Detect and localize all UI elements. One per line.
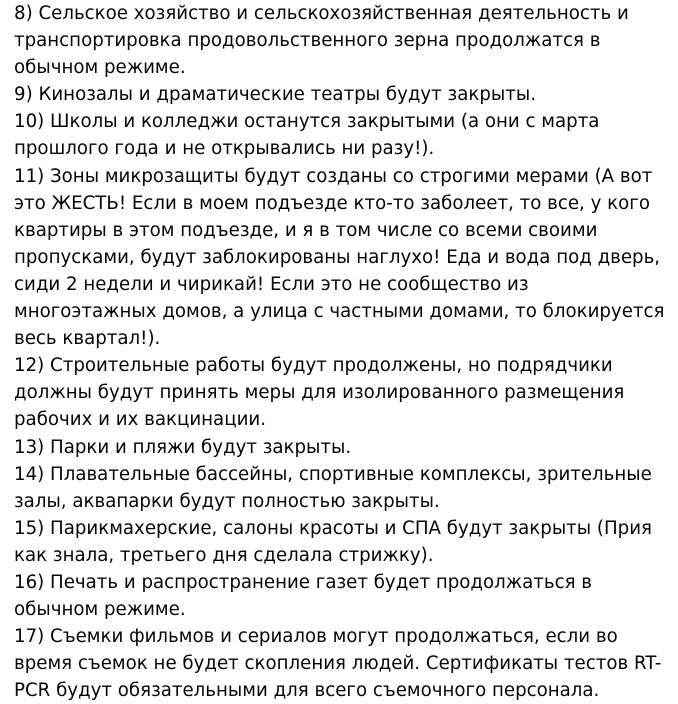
text-line: 17) Съемки фильмов и сериалов могут продолжаться, если во: [14, 626, 618, 648]
text-line: 14) Плавательные бассейны, спортивные комплексы, зрительные: [14, 463, 652, 485]
text-line: обычном режиме.: [14, 599, 186, 621]
text-line: 16) Печать и распространение газет будет продолжаться в: [14, 571, 593, 593]
text-line: весь квартал!).: [14, 328, 161, 350]
text-line: пропусками, будут заблокированы наглухо! Еда и вода под дверь,: [14, 246, 661, 268]
text-line: время съемок не будет скопления людей. Сертификаты тестов RT-: [14, 653, 662, 675]
text-line: 13) Парки и пляжи будут закрыты.: [14, 436, 352, 458]
text-line: 10) Школы и колледжи останутся закрытыми (а они с марта: [14, 111, 600, 133]
text-line: 15) Парикмахерские, салоны красоты и СПА будут закрыты (Прия: [14, 517, 652, 539]
text-line: прошлого года и не открывались ни разу!).: [14, 138, 435, 160]
text-line: PCR будут обязательными для всего съемочного персонала.: [14, 680, 600, 702]
text-line: сиди 2 недели и чирикай! Если это не сообщество из: [14, 273, 529, 295]
text-line: транспортировка продовольственного зерна продолжатся в: [14, 30, 601, 52]
text-line: это ЖЕСТЬ! Если в моем подъезде кто-то заболеет, то все, у кого: [14, 192, 650, 214]
text-line: как знала, третьего дня сделала стрижку).: [14, 544, 434, 566]
text-line: квартиры в этом подъезде, и я в том числе со всеми своими: [14, 219, 598, 241]
text-line: 11) Зоны микрозащиты будут созданы со строгими мерами (А вот: [14, 165, 653, 187]
text-line: обычном режиме.: [14, 57, 186, 79]
text-line: многоэтажных домов, а улица с частными домами, то блокируется: [14, 301, 665, 323]
text-line: должны будут принять меры для изолированного размещения: [14, 382, 625, 404]
text-line: рабочих и их вакцинации.: [14, 409, 266, 431]
text-line: 12) Строительные работы будут продолжены, но подрядчики: [14, 355, 613, 377]
text-line: залы, аквапарки будут полностью закрыты.: [14, 490, 440, 512]
text-line: 8) Сельское хозяйство и сельскохозяйственная деятельность и: [14, 3, 629, 24]
text-line: 9) Кинозалы и драматические театры будут закрыты.: [14, 84, 536, 106]
